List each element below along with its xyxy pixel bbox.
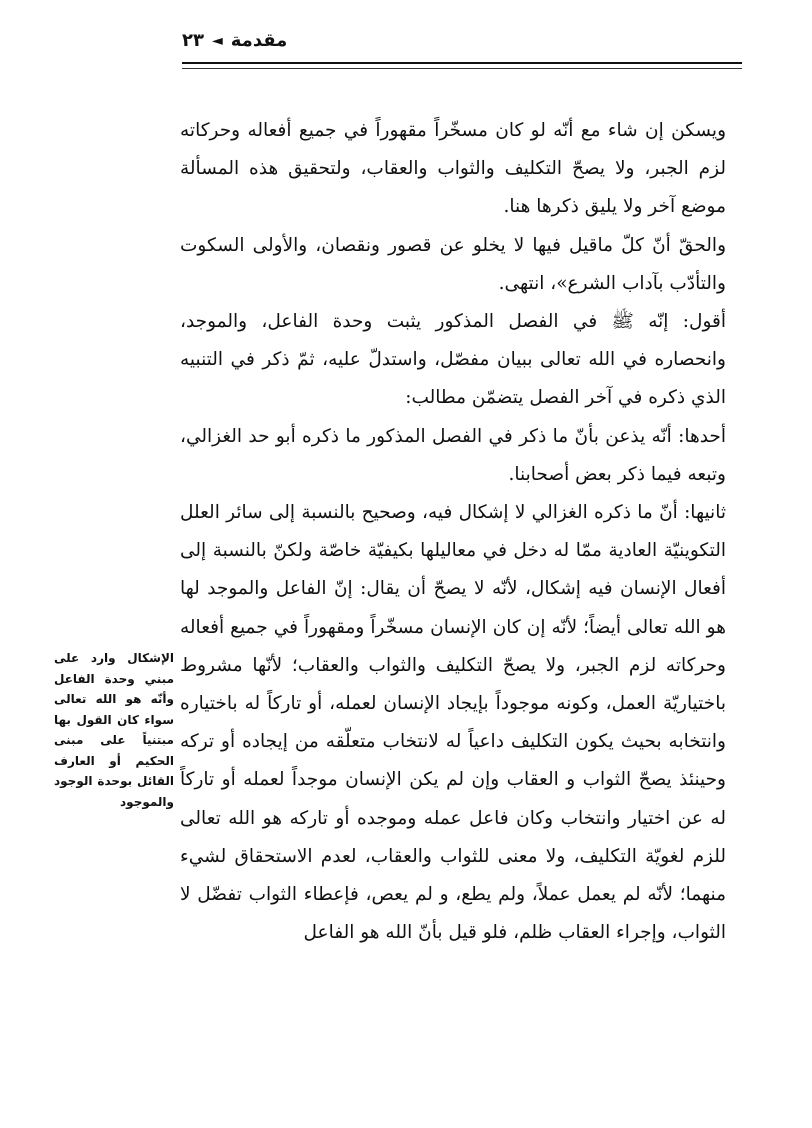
paragraph: ثانيها: أنّ ما ذكره الغزالي لا إشكال فيه، وصحيح بالنسبة إلى سائر العلل التكوينيّة العادية ممّا له دخل في معاليلها بكيفيّة خاصّة ولكنّ بالنسبة إلى أفعال الإنسان فيه إشكال، لأنّه لا يصحّ أن يقال: إنّ الفاعل والموجد لها هو الله تعالى أيضاً؛ لأنّه إن كان الإنسان مسخّراً ومقهوراً في جميع أفعاله وحركاته لزم الجبر، ولا يصحّ التكليف والثواب والعقاب؛ لأنّها مشروط باختياريّة العمل، وكونه موجوداً بإيجاد الإنسان لعمله، أو تاركاً له باختياره وانتخابه بحيث يكون التكليف داعياً له لانتخاب متعلّقه من إيجاده أو تركه وحينئذ يصحّ الثواب و العقاب وإن لم يكن الإنسان موجداً لعمله أو تاركاً له عن اختيار وانتخاب وكان فاعل عمله وموجده أو تاركه هو الله تعالى للزم لغويّة التكليف، ولا معنى للثواب والعقاب، لعدم الاستحقاق لشيء منهما؛ لأنّه لم يعمل عملاً، ولم يطع، و لم يعص، فإعطاء الثواب تفضّل لا الثواب، وإجراء العقاب ظلم، فلو قيل بأنّ الله هو الفاعل — [180, 502, 726, 944]
header-rule-thick — [182, 62, 742, 64]
paragraph: أحدها: أنّه يذعن بأنّ ما ذكر في الفصل المذكور ما ذكره أبو حد الغزالي، وتبعه فيما ذكر بعض أصحابنا. — [180, 425, 726, 485]
page-header — [182, 28, 742, 58]
paragraph: والحقّ أنّ كلّ ماقيل فيها لا يخلو عن قصور ونقصان، والأولى السكوت والتأدّب بآداب الشرع»، انتهى. — [180, 234, 726, 294]
paragraph: ويسكن إن شاء مع أنّه لو كان مسخّراً مقهوراً في جميع أفعاله وحركاته لزم الجبر، ولا يصحّ التكليف والثواب والعقاب، ولتحقيق هذه المسألة موضع آخر ولا يليق ذكرها هنا. — [180, 120, 726, 218]
header-rule-thin — [182, 68, 742, 69]
paragraph: أقول: إنّه ﷺ في الفصل المذكور يثبت وحدة الفاعل، والموجد، وانحصاره في الله تعالى ببيان مفصّل، واستدلّ عليه، ثمّ ذكر في التنبيه الذي ذكره في آخر الفصل يتضمّن مطالب: — [180, 311, 726, 409]
triangle-pointer-icon: ◄ — [211, 32, 223, 49]
main-text — [180, 112, 726, 952]
section-title: مقدمة — [230, 30, 288, 51]
margin-note: الإشكال وارد على مبني وحدة الفاعل وأنّه هو الله تعالى سواء كان القول بها مبتنياً على مبنى الحكيم أو العارف القائل بوحدة الوجود والموجود — [54, 651, 174, 809]
page-number: ٢٣ — [182, 30, 204, 51]
running-head — [182, 30, 287, 51]
